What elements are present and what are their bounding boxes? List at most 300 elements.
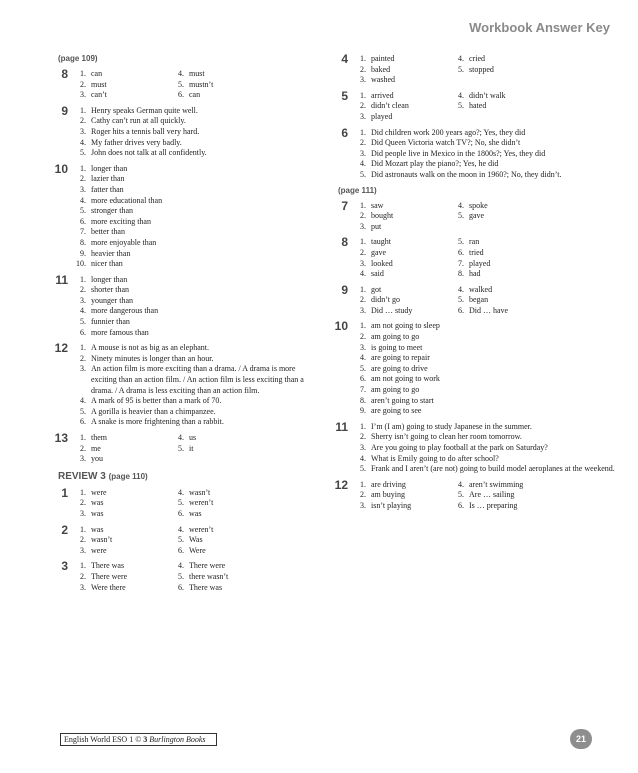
answer-text: more dangerous than xyxy=(91,306,159,316)
answer-item xyxy=(74,498,172,509)
answer-item xyxy=(74,546,172,557)
answer-text: What is Emily going to do after school? xyxy=(371,453,499,463)
answer-item xyxy=(354,248,452,259)
answer-text: am not going to work xyxy=(371,374,440,384)
answer-item xyxy=(452,211,615,222)
answer-item xyxy=(354,269,452,280)
answer-text: tried xyxy=(469,247,484,257)
answer-number: 3. xyxy=(80,508,86,518)
answer-item xyxy=(74,354,320,365)
exercise-block xyxy=(50,561,320,593)
answer-text: There was xyxy=(91,561,125,571)
answer-text: us xyxy=(189,433,197,442)
answer-list xyxy=(354,480,615,512)
page-number-badge: 21 xyxy=(570,729,592,749)
answer-item xyxy=(354,91,452,102)
exercise-block xyxy=(50,343,320,428)
exercise-number: 7 xyxy=(341,198,348,213)
answer-number: 3. xyxy=(360,221,366,231)
answer-text: me xyxy=(91,443,101,453)
answer-number: 3. xyxy=(360,148,366,158)
answer-item xyxy=(354,501,452,512)
answer-item xyxy=(452,75,615,86)
answer-item xyxy=(452,285,615,296)
answer-number: 3. xyxy=(360,500,366,510)
answer-number: 1. xyxy=(360,237,366,247)
answer-item xyxy=(74,185,320,196)
answer-item xyxy=(354,406,615,417)
answer-number: 4. xyxy=(360,353,366,363)
answer-number: 1. xyxy=(360,421,366,431)
exercise-number: 8 xyxy=(61,67,68,81)
answer-number: 4. xyxy=(458,284,464,294)
answer-list xyxy=(354,201,615,233)
answer-number: 1. xyxy=(360,284,366,294)
answer-item xyxy=(74,454,172,465)
answer-text: Were xyxy=(189,545,206,555)
answer-list xyxy=(74,561,320,593)
answer-number: 1. xyxy=(360,54,366,63)
answer-number: 1. xyxy=(80,163,86,173)
answer-number: 3. xyxy=(360,443,366,452)
answer-text: am not going to sleep xyxy=(371,321,440,331)
exercise-block xyxy=(330,321,615,416)
answer-text: bought xyxy=(371,211,394,221)
answer-number: 3. xyxy=(80,545,86,555)
answer-item xyxy=(172,583,320,594)
answer-number: 2. xyxy=(360,247,366,257)
answer-item xyxy=(172,535,320,546)
answer-number: 8. xyxy=(360,395,366,405)
answer-item xyxy=(354,364,615,375)
answer-text: wasn’t xyxy=(189,487,211,497)
answer-text: gave xyxy=(371,247,387,257)
answer-item xyxy=(74,417,320,428)
exercise-block xyxy=(330,125,615,181)
answer-text: wasn’t xyxy=(91,535,113,545)
answer-number: 2. xyxy=(360,64,366,74)
answer-number: 9. xyxy=(80,248,86,258)
answer-number: 5. xyxy=(360,464,366,474)
answer-list xyxy=(354,237,615,279)
answer-item xyxy=(452,237,615,248)
answer-text: are going to drive xyxy=(371,363,428,373)
exercise-block xyxy=(50,485,320,520)
answer-number: 9. xyxy=(360,406,366,416)
answer-text: Were there xyxy=(91,582,126,592)
answer-number: 5. xyxy=(178,535,184,545)
answer-number: 4. xyxy=(178,561,184,571)
answer-item xyxy=(452,54,615,65)
answer-number: 3. xyxy=(80,126,86,136)
left-column xyxy=(50,54,320,598)
answer-item xyxy=(452,480,615,491)
answer-item xyxy=(74,127,320,138)
answer-text: didn’t clean xyxy=(371,101,409,111)
answer-item xyxy=(452,501,615,512)
answer-number: 5. xyxy=(178,443,184,453)
answer-text: was xyxy=(91,524,104,534)
answer-item xyxy=(74,116,320,127)
answer-text: Was xyxy=(189,535,203,545)
answer-text: Sherry isn’t going to clean her room tomorrow. xyxy=(371,432,522,442)
answer-item xyxy=(172,433,320,444)
answer-item xyxy=(172,444,320,455)
answer-item xyxy=(354,259,452,270)
answer-text: Did children work 200 years ago?; Yes, they did xyxy=(371,127,526,137)
answer-item xyxy=(74,433,172,444)
answer-item xyxy=(74,249,320,260)
answer-item xyxy=(74,583,172,594)
answer-text: My father drives very badly. xyxy=(91,137,182,147)
answer-item xyxy=(74,364,320,396)
answer-item xyxy=(354,480,452,491)
answer-item xyxy=(354,170,615,181)
answer-list xyxy=(74,343,320,428)
answer-number: 3. xyxy=(80,184,86,194)
answer-text: was xyxy=(91,508,104,518)
answer-text: Cathy can’t run at all quickly. xyxy=(91,116,186,126)
answer-text: said xyxy=(371,269,384,279)
footer-label: English World ESO 1 © xyxy=(64,735,144,744)
answer-text xyxy=(469,75,615,86)
answer-text: washed xyxy=(371,75,395,85)
answer-item xyxy=(74,488,172,499)
answer-item xyxy=(74,328,320,339)
answer-number: 3. xyxy=(80,90,86,100)
right-column xyxy=(330,54,615,517)
answer-item xyxy=(354,237,452,248)
answer-number: 3. xyxy=(360,342,366,352)
footer-copyright xyxy=(60,733,217,746)
answer-text: walked xyxy=(469,284,493,294)
answer-text: can xyxy=(189,90,201,100)
answer-item xyxy=(172,509,320,520)
answer-text: An action film is more exciting than a drama. / A drama is more exciting than an action film. / An action film is less exciting than a drama. / A drama is less exciting than an action film. xyxy=(91,364,304,395)
answer-number: 7. xyxy=(360,385,366,395)
answer-item xyxy=(74,217,320,228)
answer-text: aren’t swimming xyxy=(469,479,524,489)
answer-text: Did astronauts walk on the moon in 1960?; No, they didn’t. xyxy=(371,169,562,179)
answer-number xyxy=(452,222,464,233)
answer-number: 5. xyxy=(458,295,464,305)
answer-number: 1. xyxy=(80,105,86,115)
answer-item xyxy=(172,561,320,572)
answer-text: was xyxy=(189,508,202,518)
answer-number: 1. xyxy=(360,321,366,331)
answer-item xyxy=(74,509,172,520)
answer-number: 2. xyxy=(360,490,366,500)
answer-text: am going to go xyxy=(371,332,420,342)
answer-item xyxy=(74,227,320,238)
answer-text: can’t xyxy=(91,90,107,100)
answer-number: 2. xyxy=(360,332,366,342)
answer-text: more enjoyable than xyxy=(91,237,157,247)
answer-item xyxy=(452,91,615,102)
answer-item xyxy=(74,138,320,149)
answer-text: must xyxy=(91,79,107,89)
answer-item xyxy=(452,269,615,280)
answer-number: 7. xyxy=(80,227,86,237)
answer-number: 2. xyxy=(80,443,86,453)
answer-number: 6. xyxy=(80,216,86,226)
answer-number: 6. xyxy=(178,508,184,518)
answer-number: 1. xyxy=(360,127,366,137)
answer-number: 2. xyxy=(360,432,366,442)
answer-text: baked xyxy=(371,64,391,74)
answer-number: 4. xyxy=(178,433,184,442)
answer-number: 4. xyxy=(80,396,86,406)
page-header-title: Workbook Answer Key xyxy=(469,20,610,35)
exercise-block xyxy=(330,477,615,512)
answer-text: spoke xyxy=(469,200,488,210)
answer-number: 4. xyxy=(360,453,366,463)
answer-number: 5. xyxy=(458,211,464,221)
answer-number: 2. xyxy=(80,174,86,184)
answer-text: played xyxy=(371,111,393,121)
answer-number: 1. xyxy=(80,487,86,497)
answer-text: There were xyxy=(189,561,226,571)
answer-item xyxy=(354,211,452,222)
answer-text: There was xyxy=(189,582,223,592)
answer-number: 6. xyxy=(360,374,366,384)
answer-number: 5. xyxy=(178,498,184,508)
answer-number: 1. xyxy=(80,561,86,571)
answer-item xyxy=(74,90,172,101)
answer-item xyxy=(354,222,452,233)
answer-number xyxy=(452,112,464,123)
answer-text: Henry speaks German quite well. xyxy=(91,105,198,115)
answer-number: 4. xyxy=(458,479,464,489)
answer-text: were xyxy=(91,487,107,497)
answer-item xyxy=(74,317,320,328)
answer-number: 5. xyxy=(458,64,464,74)
exercise-block xyxy=(50,272,320,339)
answer-number: 3. xyxy=(360,75,366,85)
answer-item xyxy=(354,285,452,296)
answer-item xyxy=(74,525,172,536)
answer-item xyxy=(452,295,615,306)
answer-list xyxy=(74,525,320,557)
answer-number: 6. xyxy=(458,247,464,257)
answer-text: are going to repair xyxy=(371,353,430,363)
answer-item xyxy=(74,343,320,354)
answer-number: 2. xyxy=(80,353,86,363)
review-heading xyxy=(58,471,320,482)
answer-text: weren’t xyxy=(189,498,214,508)
answer-text xyxy=(469,112,615,123)
exercise-block xyxy=(50,522,320,557)
answer-item xyxy=(452,248,615,259)
review-page-reference: (page 110) xyxy=(108,471,148,481)
answer-list xyxy=(74,69,320,101)
answer-item xyxy=(354,201,452,212)
answer-list xyxy=(74,106,320,159)
answer-item xyxy=(452,112,615,123)
answer-item xyxy=(354,490,452,501)
answer-text: There were xyxy=(91,571,128,581)
answer-text: am going to go xyxy=(371,385,420,395)
answer-item xyxy=(354,65,452,76)
answer-number: 3. xyxy=(80,454,86,464)
exercise-number: 13 xyxy=(54,431,68,445)
answer-text: fatter than xyxy=(91,184,124,194)
answer-text: gave xyxy=(469,211,485,221)
answer-item xyxy=(354,374,615,385)
answer-text: didn’t walk xyxy=(469,90,506,100)
answer-number: 4. xyxy=(80,306,86,316)
answer-item xyxy=(172,90,320,101)
answer-text: ran xyxy=(469,237,480,247)
footer-label-bold: 3 xyxy=(143,735,148,744)
answer-text: lazier than xyxy=(91,174,125,184)
answer-text: stopped xyxy=(469,64,494,74)
exercise-number: 9 xyxy=(341,282,348,297)
answer-item xyxy=(452,101,615,112)
answer-item xyxy=(452,306,615,317)
answer-number: 1. xyxy=(80,69,86,78)
answer-list xyxy=(354,321,615,416)
answer-item xyxy=(354,396,615,407)
answer-number: 5. xyxy=(360,169,366,179)
answer-text: painted xyxy=(371,54,395,63)
answer-number: 5. xyxy=(458,101,464,111)
answer-number: 2. xyxy=(80,285,86,295)
answer-text: Frank and I aren’t (are not) going to build model aeroplanes at the weekend. xyxy=(371,464,615,474)
answer-text: cried xyxy=(469,54,485,63)
answer-number: 5. xyxy=(80,206,86,216)
answer-item xyxy=(74,238,320,249)
answer-item xyxy=(172,488,320,499)
answer-text: there wasn’t xyxy=(189,571,229,581)
answer-item xyxy=(452,65,615,76)
answer-number: 6. xyxy=(178,90,184,100)
answer-number xyxy=(452,75,464,86)
answer-item xyxy=(172,572,320,583)
answer-number: 4. xyxy=(360,269,366,279)
answer-text: A gorilla is heavier than a chimpanzee. xyxy=(91,406,216,416)
answer-number: 1. xyxy=(80,433,86,442)
answer-item xyxy=(354,385,615,396)
answer-item xyxy=(354,159,615,170)
page-reference: (page 111) xyxy=(338,185,377,195)
answer-item xyxy=(354,112,452,123)
exercise-number: 3 xyxy=(61,559,68,574)
answer-text: had xyxy=(469,269,481,279)
answer-number: 1. xyxy=(360,200,366,210)
answer-number xyxy=(172,454,184,465)
answer-number: 5. xyxy=(80,317,86,327)
answer-text xyxy=(469,222,615,233)
answer-text: Roger hits a tennis ball very hard. xyxy=(91,126,200,136)
answer-number: 2. xyxy=(80,498,86,508)
answer-item xyxy=(354,432,615,443)
answer-text: mustn’t xyxy=(189,79,214,89)
answer-item xyxy=(74,306,320,317)
answer-text: more educational than xyxy=(91,195,163,205)
answer-text: younger than xyxy=(91,295,133,305)
answer-number: 1. xyxy=(80,524,86,534)
answer-number: 4. xyxy=(360,159,366,169)
answer-item xyxy=(354,101,452,112)
exercise-block xyxy=(330,54,615,86)
exercise-number: 10 xyxy=(54,161,68,176)
answer-text: can xyxy=(91,69,103,78)
answer-number: 4. xyxy=(458,90,464,100)
exercise-block xyxy=(50,161,320,270)
answer-number: 4. xyxy=(178,69,184,78)
answer-text: aren’t going to start xyxy=(371,395,434,405)
answer-number: 5. xyxy=(80,148,86,158)
answer-number: 2. xyxy=(360,295,366,305)
answer-number: 3. xyxy=(360,111,366,121)
answer-text: more exciting than xyxy=(91,216,151,226)
answer-text: better than xyxy=(91,227,125,237)
exercise-number: 2 xyxy=(61,522,68,537)
answer-number: 6. xyxy=(178,545,184,555)
answer-item xyxy=(452,201,615,212)
answer-number: 6. xyxy=(80,327,86,337)
exercise-block xyxy=(50,69,320,101)
answer-number: 6. xyxy=(80,417,86,427)
answer-item xyxy=(74,535,172,546)
answer-number: 5. xyxy=(178,79,184,89)
answer-text: arrived xyxy=(371,90,394,100)
answer-text: Ninety minutes is longer than an hour. xyxy=(91,353,214,363)
answer-item xyxy=(172,454,320,465)
answer-item xyxy=(354,443,615,454)
answer-item xyxy=(452,222,615,233)
answer-text: are going to see xyxy=(371,406,422,416)
answer-text: Are … sailing xyxy=(469,490,515,500)
answer-item xyxy=(354,306,452,317)
answer-item xyxy=(354,332,615,343)
answer-text: nicer than xyxy=(91,259,123,269)
answer-text: must xyxy=(189,69,205,78)
answer-number: 5. xyxy=(178,571,184,581)
answer-number: 3. xyxy=(80,364,86,374)
exercise-number: 9 xyxy=(61,103,68,118)
answer-item xyxy=(452,259,615,270)
answer-number: 2. xyxy=(80,116,86,126)
exercise-block xyxy=(330,237,615,279)
answer-number: 6. xyxy=(458,305,464,315)
answer-number: 8. xyxy=(80,237,86,247)
answer-item xyxy=(354,138,615,149)
answer-item xyxy=(354,75,452,86)
answer-item xyxy=(74,561,172,572)
answer-item xyxy=(74,148,320,159)
answer-list xyxy=(74,164,320,270)
answer-text: were xyxy=(91,545,107,555)
answer-item xyxy=(172,525,320,536)
answer-text: funnier than xyxy=(91,317,130,327)
answer-number: 3. xyxy=(360,305,366,315)
answer-item xyxy=(74,106,320,117)
answer-item xyxy=(74,275,320,286)
answer-number: 3. xyxy=(80,582,86,592)
answer-item xyxy=(172,498,320,509)
answer-item xyxy=(74,296,320,307)
exercise-number: 6 xyxy=(341,125,348,140)
answer-number: 1. xyxy=(360,479,366,489)
answer-text: taught xyxy=(371,237,391,247)
answer-number: 1. xyxy=(80,343,86,353)
answer-text: put xyxy=(371,221,382,231)
answer-list xyxy=(354,91,615,123)
answer-number: 2. xyxy=(80,79,86,89)
footer-label-italic: Burlington Books xyxy=(147,735,206,744)
